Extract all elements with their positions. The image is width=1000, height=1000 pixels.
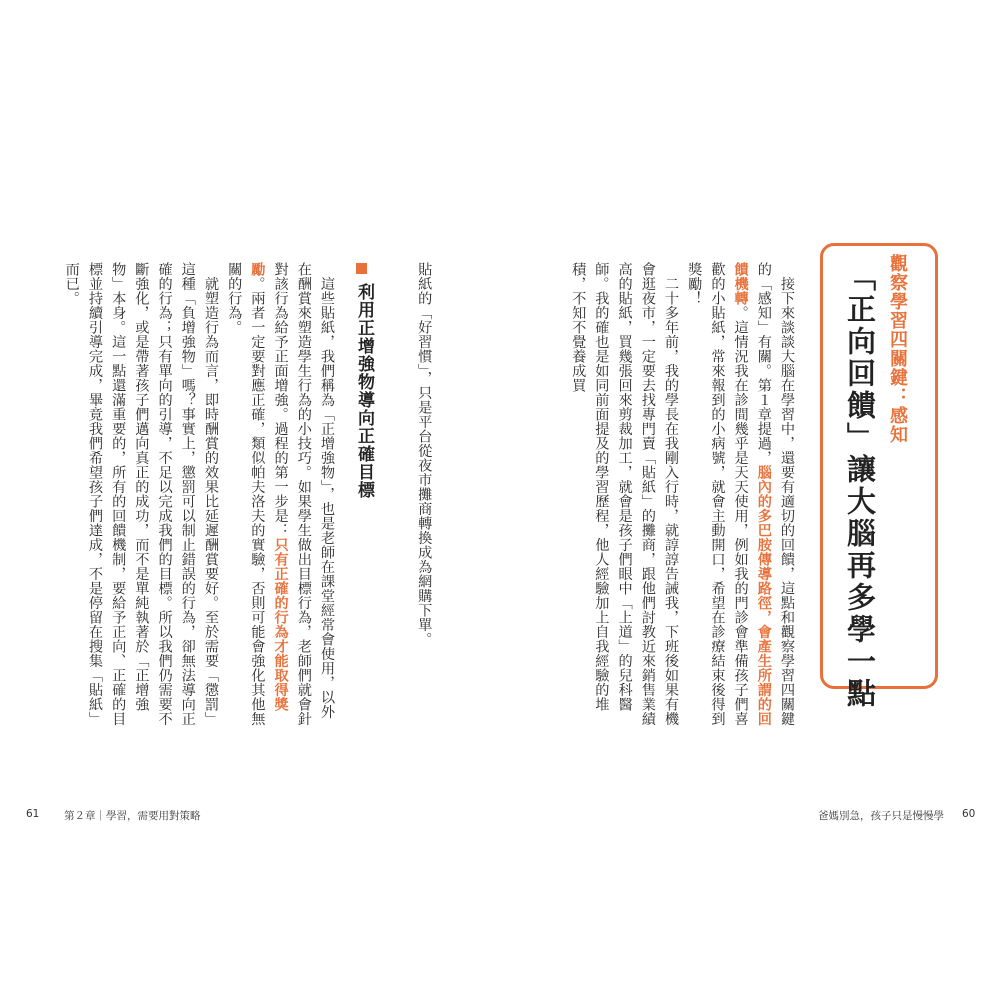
left-page-body <box>63 262 338 732</box>
right-footer-title: 爸媽別急，孩子只是慢慢學 <box>818 810 944 822</box>
paragraph-1a: 接下來談談大腦在學習中，還要有適切的回饋，這點和觀察學習四關鍵的 <box>755 262 796 726</box>
paragraph-3a: 這些貼紙，我們稱為「正增強物」，也是老師在課堂經常會使用，以外在酬賞來塑造學生行為的小技巧。如果學生做出目標行為，老師們就會針對該行為給予正面增強。過程的第一步是： <box>272 262 335 726</box>
section-marker <box>356 263 367 274</box>
paragraph-2: 二十多年前，我的學長在我剛入行時，就諄諄告誡我，下班後如果有機會逛夜市，一定要去找專門賣「貼紙」的攤商，跟他們討教近來銷售業績高的貼紙，買幾張回來剪裁加工，就會是孩子們眼中「上道」的兒科醫師。我的確也是如同前面提及的學習歷程，他人經驗加上自我經驗的堆積，不知不覺養成買 <box>570 262 680 726</box>
left-page-top <box>412 262 435 732</box>
highlight-reward: 只有正確的行為才能取得獎勵 <box>249 262 289 712</box>
paragraph-1b: 「感知」有關。第１章提過， <box>755 276 772 465</box>
highlight-dopamine: 腦內的多巴胺傳導路徑，會產生所謂的回饋機轉 <box>732 262 772 726</box>
section-subtitle: 觀察學習四關鍵：感知 <box>887 254 908 444</box>
paragraph-4: 就塑造行為而言，即時酬賞的效果比延遲酬賞要好。至於需要「懲罰」這種「負增強物」嗎？事實上，懲罰可以制止錯誤的行為，卻無法導向正確的行為；只有單向的引導，不足以完成我們的目標。所以我們仍需要不斷強化，或是帶著孩子們邁向真正的成功，而不是單純執著於「正增強物」本身。這一點還滿重要的，所有的回饋機制，要給予正向、正確的目標並持續引導完成，畢竟我們希望孩子們達成，不是停留在搜集「貼紙」而已。 <box>63 262 219 726</box>
section-heading: 利用正增強物導向正確目標 <box>354 283 374 499</box>
paragraph-1c: 。這情況我在診間幾乎是天天使用，例如我的門診會準備孩子們喜歡的小貼紙，常來報到的小病號，就會主動開口，希望在診療結束後得到獎勵！ <box>686 262 749 726</box>
left-footer-title: 第２章｜學習，需要用對策略 <box>64 810 201 822</box>
paragraph-3b: 。兩者一定要對應正確，類似帕夫洛夫的實驗，否則可能會強化其他無關的行為。 <box>226 262 266 726</box>
chapter-title: 「正向回饋」讓大腦再多學一點 <box>843 262 877 710</box>
right-page-body <box>566 262 798 732</box>
left-page-number: 61 <box>26 808 40 820</box>
right-page-number: 60 <box>962 808 976 820</box>
paragraph-0: 貼紙的「好習慣」，只是平台從夜市攤商轉換成為網購下單。 <box>416 262 433 647</box>
